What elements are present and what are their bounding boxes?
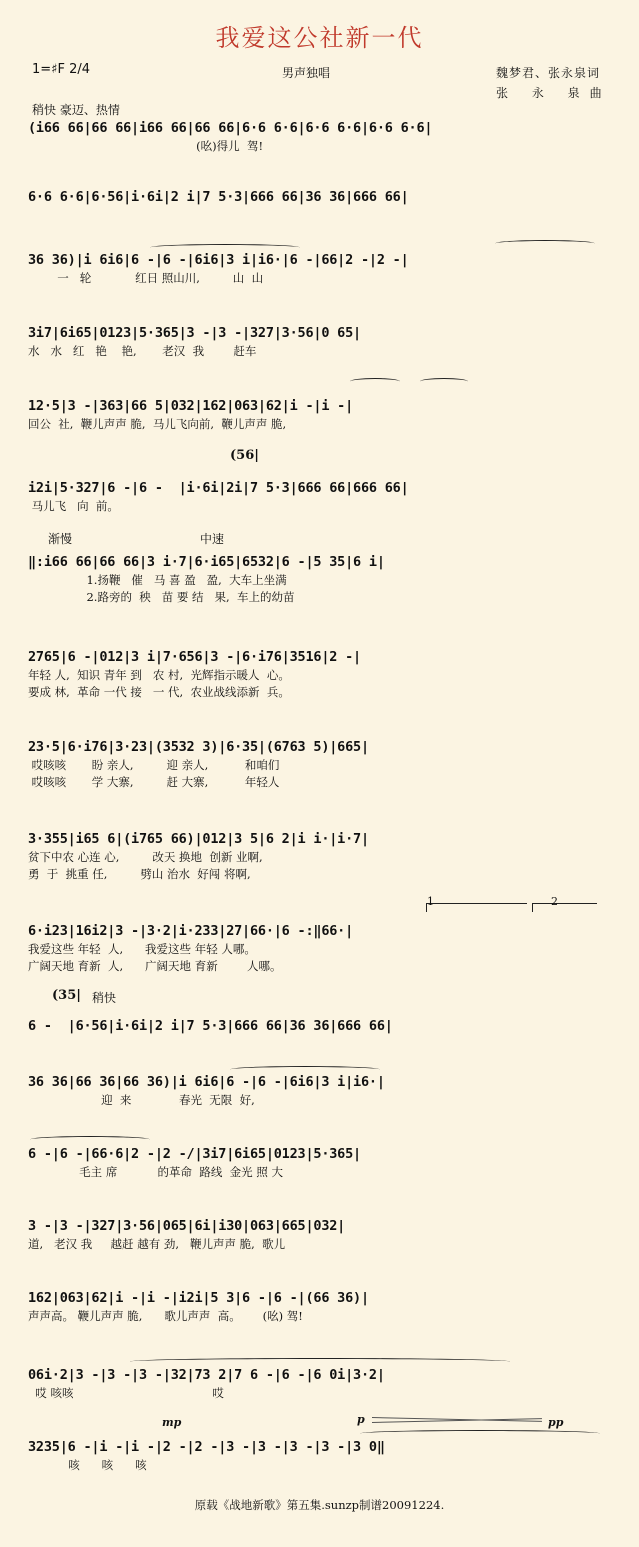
lyric-line-1: 水 水 红 艳 艳, 老汉 我 赶车 bbox=[28, 344, 257, 358]
slur-arc bbox=[350, 378, 400, 385]
key-signature: 1=♯F 2/4 bbox=[32, 62, 90, 77]
score-system-3 bbox=[28, 250, 613, 287]
dynamic-p: p bbox=[357, 1413, 365, 1426]
notation-line: 3·355|i65 6|(i765 66)|012|3 5|6 2|i i·|i·7| bbox=[28, 831, 369, 847]
score-system-15 bbox=[28, 1216, 613, 1253]
performance-type: 男声独唱 bbox=[282, 66, 331, 80]
tie-arc bbox=[130, 1358, 510, 1365]
tie-arc bbox=[495, 240, 595, 247]
score-system-10 bbox=[28, 829, 613, 883]
score-system-17 bbox=[28, 1365, 613, 1402]
dynamic-mp: mp bbox=[162, 1416, 182, 1429]
notation-line: 3 -|3 -|327|3·56|065|6i|i30|063|665|032| bbox=[28, 1218, 346, 1234]
lyric-line-1: 回公 社, 鞭儿声声 脆, 马儿飞向前, 鞭儿声声 脆, bbox=[28, 417, 287, 431]
lyric-line-1: 哎咳咳 盼 亲人, 迎 亲人, 和咱们 bbox=[28, 758, 280, 772]
composer-credit: 张 永 泉曲 bbox=[496, 86, 612, 100]
tie-arc bbox=[230, 1066, 380, 1073]
lyric-line-1: 年轻 人, 知识 青年 到 农 村, 光辉指示暖人 心。 bbox=[28, 668, 290, 682]
lyric-line-1: 1.扬鞭 催 马 喜 盈 盈, 大车上坐满 bbox=[28, 573, 287, 587]
score-system-6 bbox=[28, 478, 613, 515]
lyric-line-2: 广阔天地 育新 人, 广阔天地 育新 人哪。 bbox=[28, 959, 282, 973]
score-system-7 bbox=[28, 552, 613, 606]
tempo-moderate: 中速 bbox=[200, 532, 225, 546]
notation-line: 162|063|62|i -|i -|i2i|5 3|6 -|6 -|(66 36)| bbox=[28, 1290, 369, 1306]
score-system-1 bbox=[28, 118, 613, 155]
lyric-line-2: 哎咳咳 学 大寨, 赶 大寨, 年轻人 bbox=[28, 775, 280, 789]
score-system-9 bbox=[28, 737, 613, 791]
score-system-2 bbox=[28, 187, 613, 207]
lyric-line-1: 贫下中农 心连 心, 改天 换地 创新 业啊, bbox=[28, 850, 263, 864]
notation-line: 06i·2|3 -|3 -|3 -|32|73 2|7 6 -|6 -|6 0i|3·2| bbox=[28, 1367, 385, 1383]
lyric-line-1: 声声高。 鞭儿声声 脆, 歌儿声声 高。 (吆) 驾! bbox=[28, 1309, 303, 1323]
lyric-line-2: 要成 林, 革命 一代 接 一 代, 农业战线添新 兵。 bbox=[28, 685, 290, 699]
notation-line: 3235|6 -|i -|i -|2 -|2 -|3 -|3 -|3 -|3 -|3 0‖ bbox=[28, 1439, 385, 1455]
notation-line: 6 - |6·56|i·6i|2 i|7 5·3|666 66|36 36|666 66| bbox=[28, 1018, 393, 1034]
tie-arc bbox=[150, 244, 300, 251]
notation-line: 6·i23|16i2|3 -|3·2|i·233|27|66·|6 -:‖66·| bbox=[28, 923, 354, 939]
lyric-line-1: 我爱这些 年轻 人, 我爱这些 年轻 人哪。 bbox=[28, 942, 256, 956]
lyric-line-1: 一 轮 红日 照山川, 山 山 bbox=[28, 271, 264, 285]
notation-line: 12·5|3 -|363|66 5|032|162|063|62|i -|i -| bbox=[28, 398, 354, 414]
volta-second-ending: 2 bbox=[532, 903, 597, 912]
notation-line: 36 36)|i 6i6|6 -|6 -|6i6|3 i|i6·|6 -|66|2 -|2 -| bbox=[28, 252, 409, 268]
lyric-line-1: 马儿飞 向 前。 bbox=[28, 499, 119, 513]
bracket-56-marking: (56| bbox=[230, 448, 259, 463]
score-system-16 bbox=[28, 1288, 613, 1325]
tempo-marking: 稍快 豪迈、热情 bbox=[32, 103, 120, 117]
lyricist-credit: 魏梦君、张永泉词 bbox=[496, 66, 601, 80]
paren-35-marking: (35| bbox=[52, 988, 81, 1003]
volta-first-ending: 1 bbox=[426, 903, 527, 912]
score-system-4 bbox=[28, 323, 613, 360]
score-system-12 bbox=[28, 1016, 613, 1036]
notation-line: 36 36|66 36|66 36)|i 6i6|6 -|6 -|6i6|3 i|i6·| bbox=[28, 1074, 385, 1090]
notation-line: (i66 66|66 66|i66 66|66 66|6·6 6·6|6·6 6·6|6·6 6·6| bbox=[28, 120, 433, 136]
lyric-line-2: 2.路旁的 秧 苗 要 结 果, 车上的幼苗 bbox=[28, 590, 295, 604]
lyric-line-2: 勇 于 挑重 任, 劈山 治水 好闯 将啊, bbox=[28, 867, 251, 881]
score-system-5 bbox=[28, 396, 613, 433]
dynamic-pp: pp bbox=[548, 1416, 564, 1429]
tie-arc bbox=[360, 1430, 600, 1437]
score-system-8 bbox=[28, 647, 613, 701]
notation-line: 6·6 6·6|6·56|i·6i|2 i|7 5·3|666 66|36 36|666 66| bbox=[28, 189, 409, 205]
lyric-line-1: 咳 咳 咳 bbox=[28, 1458, 147, 1472]
score-system-14 bbox=[28, 1144, 613, 1181]
score-system-13 bbox=[28, 1072, 613, 1109]
song-title: 我爱这公社新一代 bbox=[215, 24, 424, 52]
source-footer: 原载《战地新歌》第五集.sunzp制谱20091224. bbox=[194, 1498, 445, 1512]
lyric-line-1: 迎 来 春光 无限 好, bbox=[28, 1093, 255, 1107]
lyric-line-1: 毛主 席 的革命 路线 金光 照 大 bbox=[28, 1165, 283, 1179]
lyric-line-1: 道, 老汉 我 越赶 越有 劲, 鞭儿声声 脆, 歌儿 bbox=[28, 1237, 286, 1251]
score-system-11 bbox=[28, 921, 613, 975]
notation-line: ‖:i66 66|66 66|3 i·7|6·i65|6532|6 -|5 35|6 i| bbox=[28, 554, 385, 570]
score-system-18 bbox=[28, 1437, 613, 1474]
notation-line: 23·5|6·i76|3·23|(3532 3)|6·35|(6763 5)|665| bbox=[28, 739, 369, 755]
notation-line: 2765|6 -|012|3 i|7·656|3 -|6·i76|3516|2 -| bbox=[28, 649, 361, 665]
slur-arc bbox=[420, 378, 468, 385]
lyric-line-1: (吆)得儿 驾! bbox=[28, 139, 264, 153]
notation-line: 3i7|6i65|0123|5·365|3 -|3 -|327|3·56|0 65| bbox=[28, 325, 361, 341]
tempo-faster: 稍快 bbox=[92, 991, 117, 1005]
lyric-line-1: 哎 咳咳 哎 bbox=[28, 1386, 224, 1400]
tie-arc bbox=[30, 1136, 150, 1143]
notation-line: i2i|5·327|6 -|6 - |i·6i|2i|7 5·3|666 66|666 66| bbox=[28, 480, 409, 496]
notation-line: 6 -|6 -|66·6|2 -|2 -/|3i7|6i65|0123|5·365| bbox=[28, 1146, 361, 1162]
tempo-slow-down: 渐慢 bbox=[48, 532, 73, 546]
